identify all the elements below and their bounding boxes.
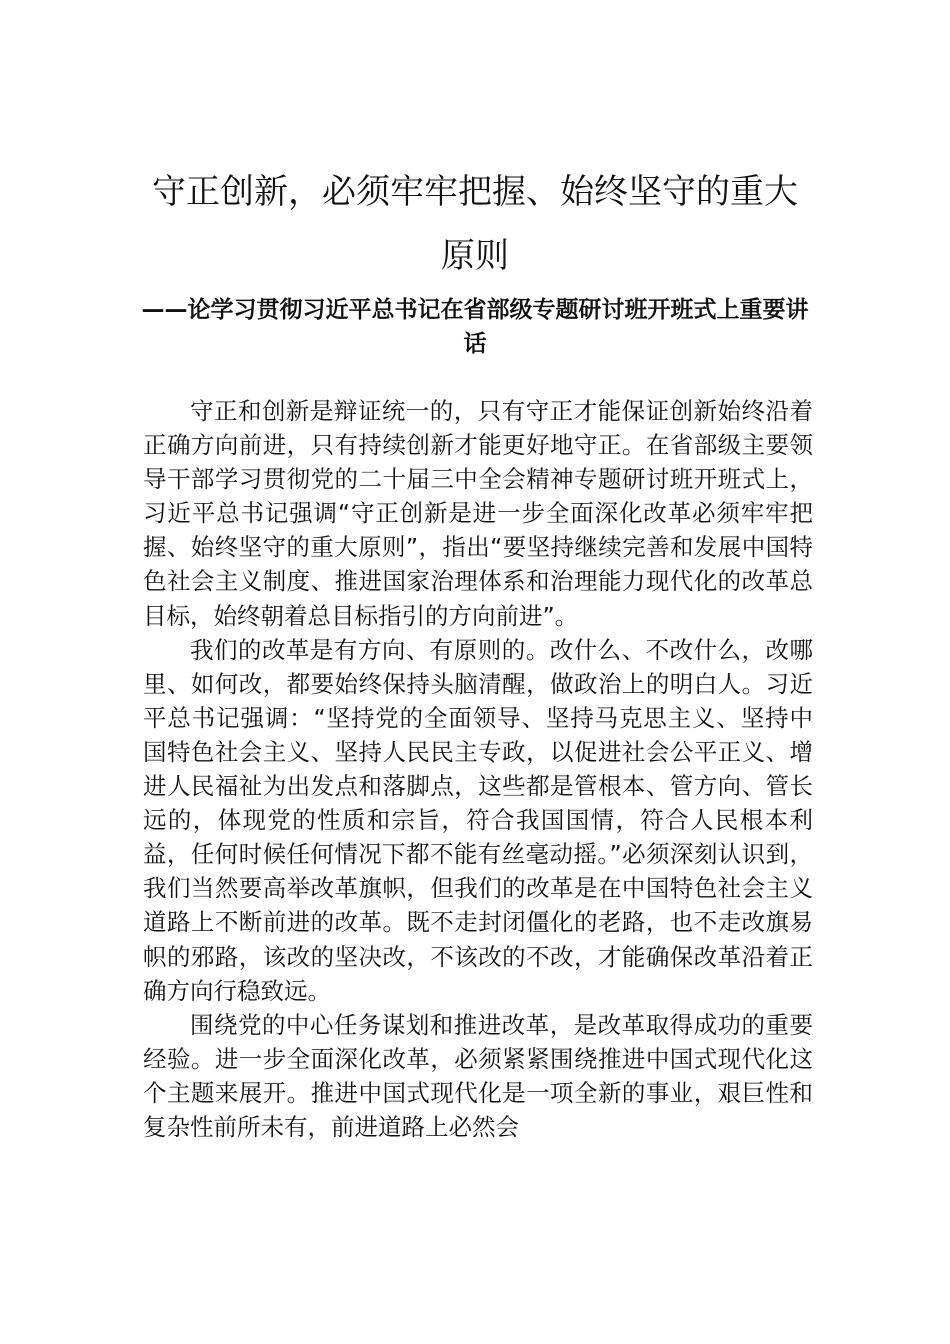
document-body [143,394,813,1144]
body-paragraph: 围绕党的中心任务谋划和推进改革，是改革取得成功的重要经验。进一步全面深化改革，必须紧紧围绕推进中国式现代化这个主题来展开。推进中国式现代化是一项全新的事业，艰巨性和复杂性前所未有，前进道路上必然会 [143,1010,813,1141]
body-paragraph: 我们的改革是有方向、有原则的。改什么、不改什么，改哪里、如何改，都要始终保持头脑清醒，做政治上的明白人。习近平总书记强调：“坚持党的全面领导、坚持马克思主义、坚持中国特色社会主义、坚持人民民主专政，以促进社会公平正义、增进人民福祉为出发点和落脚点，这些都是管根本、管方向、管长远的，体现党的性质和宗旨，符合我国国情，符合人民根本利益，任何时候任何情况下都不能有丝毫动摇。”必须深刻认识到，我们当然要高举改革旗帜，但我们的改革是在中国特色社会主义道路上不断前进的改革。既不走封闭僵化的老路，也不走改旗易帜的邪路，该改的坚决改，不该改的不改，才能确保改革沿着正确方向行稳致远。 [143,635,813,1005]
document-title: 守正创新，必须牢牢把握、始终坚守的重大原则 [152,172,798,276]
body-paragraph: 守正和创新是辩证统一的，只有守正才能保证创新始终沿着正确方向前进，只有持续创新才能更好地守正。在省部级主要领导干部学习贯彻党的二十届三中全会精神专题研讨班开班式上，习近平总书记强调“守正创新是进一步全面深化改革必须牢牢把握、始终坚守的重大原则”，指出“要坚持继续完善和发展中国特色社会主义制度、推进国家治理体系和治理能力现代化的改革总目标，始终朝着总目标指引的方向前进”。 [143,397,813,630]
document-subtitle: ——论学习贯彻习近平总书记在省部级专题研讨班开班式上重要讲话 [141,297,809,357]
